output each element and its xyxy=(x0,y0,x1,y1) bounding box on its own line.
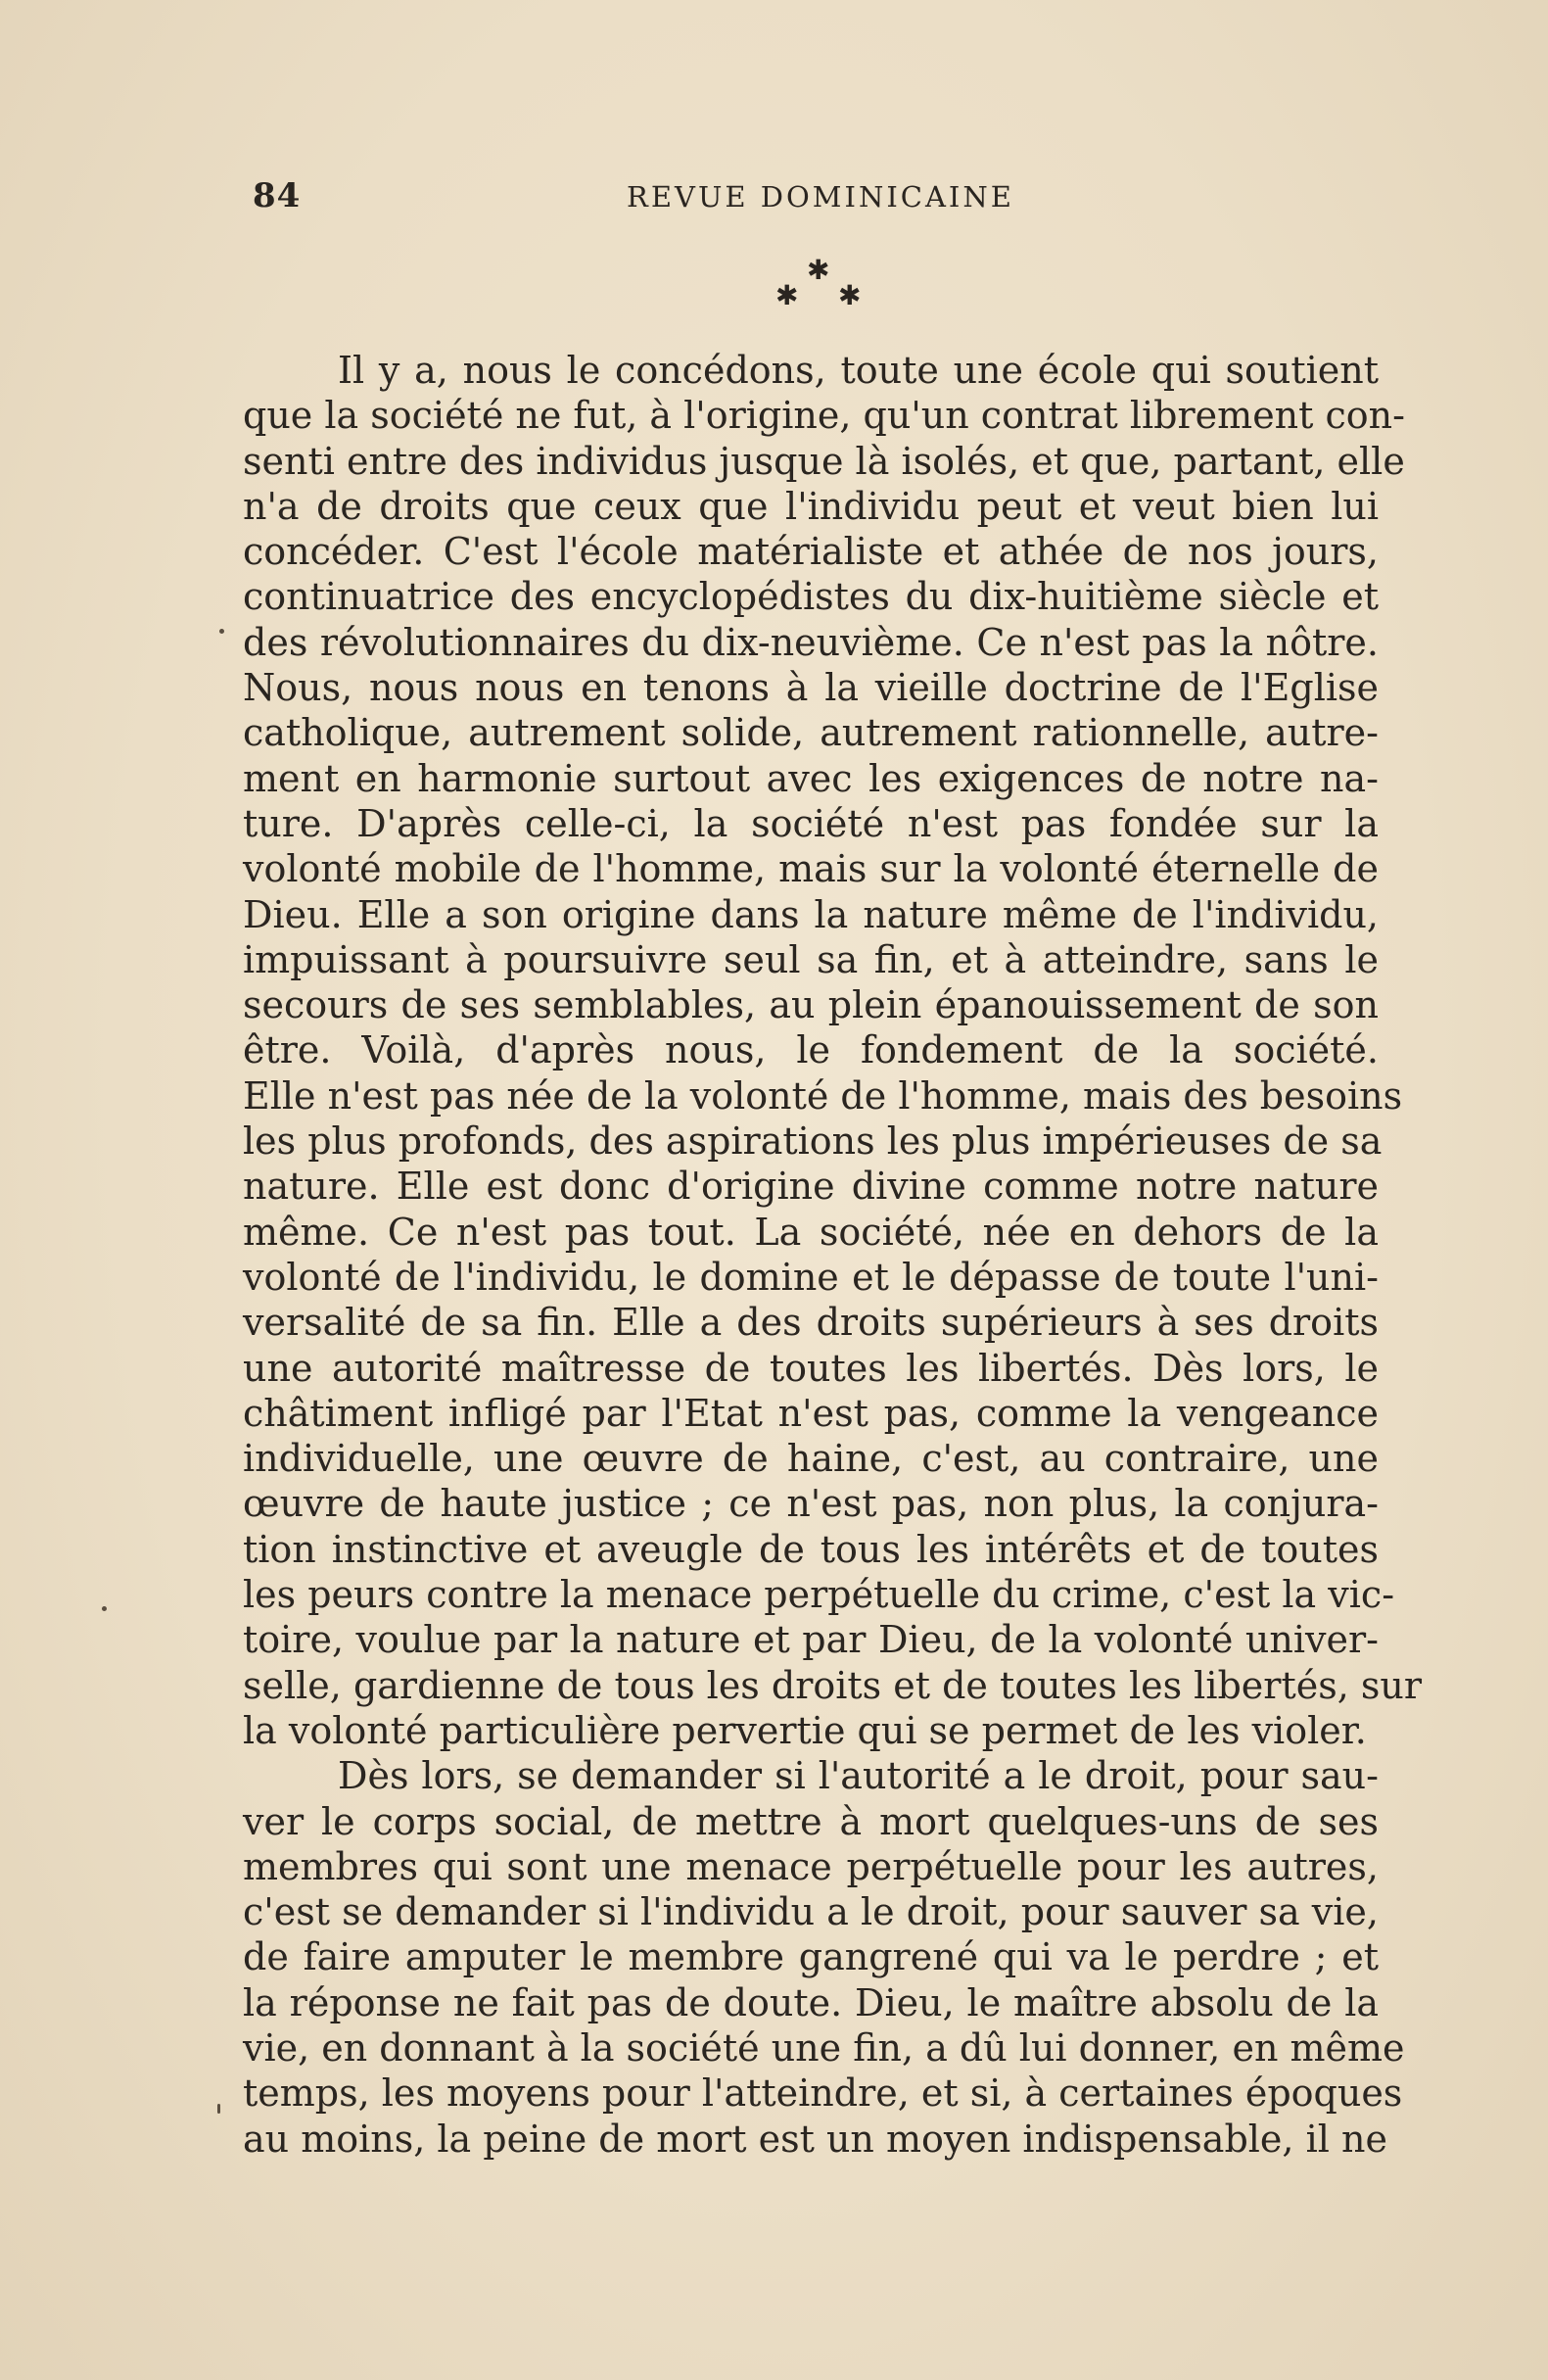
text-line: œuvre de haute justice ; ce n'est pas, non plus, la conjura- xyxy=(243,1482,1379,1526)
asterisk-icon: ✱ xyxy=(775,279,799,311)
paragraph-2 xyxy=(243,1753,1405,2162)
section-separator xyxy=(766,254,883,315)
text-line: selle, gardienne de tous les droits et de toutes les libertés, sur xyxy=(243,1663,1423,1707)
text-line: même. Ce n'est pas tout. La société, née en dehors de la xyxy=(243,1210,1379,1254)
text-line: au moins, la peine de mort est un moyen indispensable, il ne xyxy=(243,2117,1387,2161)
text-line: Il y a, nous le concédons, toute une école qui soutient xyxy=(338,349,1379,392)
text-line: nature. Elle est donc d'origine divine comme notre nature xyxy=(243,1165,1379,1209)
asterisk-icon: ✱ xyxy=(838,279,862,311)
text-line: volonté mobile de l'homme, mais sur la volonté éternelle de xyxy=(243,847,1379,891)
paper-speck xyxy=(217,2104,220,2114)
text-line: une autorité maîtresse de toutes les libertés. Dès lors, le xyxy=(243,1346,1379,1390)
text-line: catholique, autrement solide, autrement rationnelle, autre- xyxy=(243,711,1379,755)
paper-speck xyxy=(102,1606,107,1611)
body-text xyxy=(243,348,1423,2162)
text-line: n'a de droits que ceux que l'individu peut et veut bien lui xyxy=(243,484,1379,528)
text-line: Dès lors, se demander si l'autorité a le droit, pour sau- xyxy=(338,1754,1379,1798)
text-line: les plus profonds, des aspirations les plus impérieuses de sa xyxy=(243,1119,1383,1164)
text-line: tion instinctive et aveugle de tous les intérêts et de toutes xyxy=(243,1527,1379,1571)
text-line: Elle n'est pas née de la volonté de l'homme, mais des besoins xyxy=(243,1073,1403,1118)
text-line: volonté de l'individu, le domine et le dépasse de toute l'uni- xyxy=(243,1255,1379,1299)
text-line: Dieu. Elle a son origine dans la nature même de l'individu, xyxy=(243,892,1379,936)
text-line: ver le corps social, de mettre à mort quelques-uns de ses xyxy=(243,1799,1379,1843)
page-number: 84 xyxy=(253,176,302,215)
text-line: membres qui sont une menace perpétuelle pour les autres, xyxy=(243,1844,1379,1888)
paragraph-1 xyxy=(243,348,1423,1753)
text-line: la volonté particulière pervertie qui se permet de les violer. xyxy=(243,1708,1367,1752)
text-line: toire, voulue par la nature et par Dieu, de la volonté univer- xyxy=(243,1618,1379,1662)
text-line: secours de ses semblables, au plein épanouissement de son xyxy=(243,983,1379,1027)
asterisk-icon: ✱ xyxy=(807,254,830,286)
text-line: impuissant à poursuivre seul sa fin, et à atteindre, sans le xyxy=(243,937,1379,981)
text-line: ment en harmonie surtout avec les exigences de notre na- xyxy=(243,756,1379,800)
text-line: être. Voilà, d'après nous, le fondement de la société. xyxy=(243,1028,1379,1072)
text-line: individuelle, une œuvre de haine, c'est, au contraire, une xyxy=(243,1437,1379,1481)
text-line: concéder. C'est l'école matérialiste et athée de nos jours, xyxy=(243,530,1379,574)
text-line: la réponse ne fait pas de doute. Dieu, le maître absolu de la xyxy=(243,1980,1379,2024)
text-line: ture. D'après celle-ci, la société n'est pas fondée sur la xyxy=(243,801,1379,845)
text-line: Nous, nous nous en tenons à la vieille doctrine de l'Eglise xyxy=(243,666,1379,710)
text-line: continuatrice des encyclopédistes du dix-huitième siècle et xyxy=(243,575,1379,619)
text-line: de faire amputer le membre gangrené qui va le perdre ; et xyxy=(243,1935,1379,1979)
text-line: des révolutionnaires du dix-neuvième. Ce n'est pas la nôtre. xyxy=(243,620,1379,664)
paper-speck xyxy=(219,629,224,634)
text-line: vie, en donnant à la société une fin, a dû lui donner, en même xyxy=(243,2025,1405,2070)
text-line: que la société ne fut, à l'origine, qu'un contrat librement con- xyxy=(243,394,1405,438)
text-line: senti entre des individus jusque là isolés, et que, partant, elle xyxy=(243,439,1405,483)
text-line: temps, les moyens pour l'atteindre, et si, à certaines époques xyxy=(243,2071,1403,2116)
text-line: versalité de sa fin. Elle a des droits supérieurs à ses droits xyxy=(243,1301,1379,1345)
text-line: châtiment infligé par l'Etat n'est pas, comme la vengeance xyxy=(243,1391,1379,1435)
text-line: c'est se demander si l'individu a le droit, pour sauver sa vie, xyxy=(243,1890,1379,1934)
running-head: REVUE DOMINICAINE xyxy=(627,180,1014,214)
text-line: les peurs contre la menace perpétuelle du crime, c'est la vic- xyxy=(243,1573,1395,1617)
